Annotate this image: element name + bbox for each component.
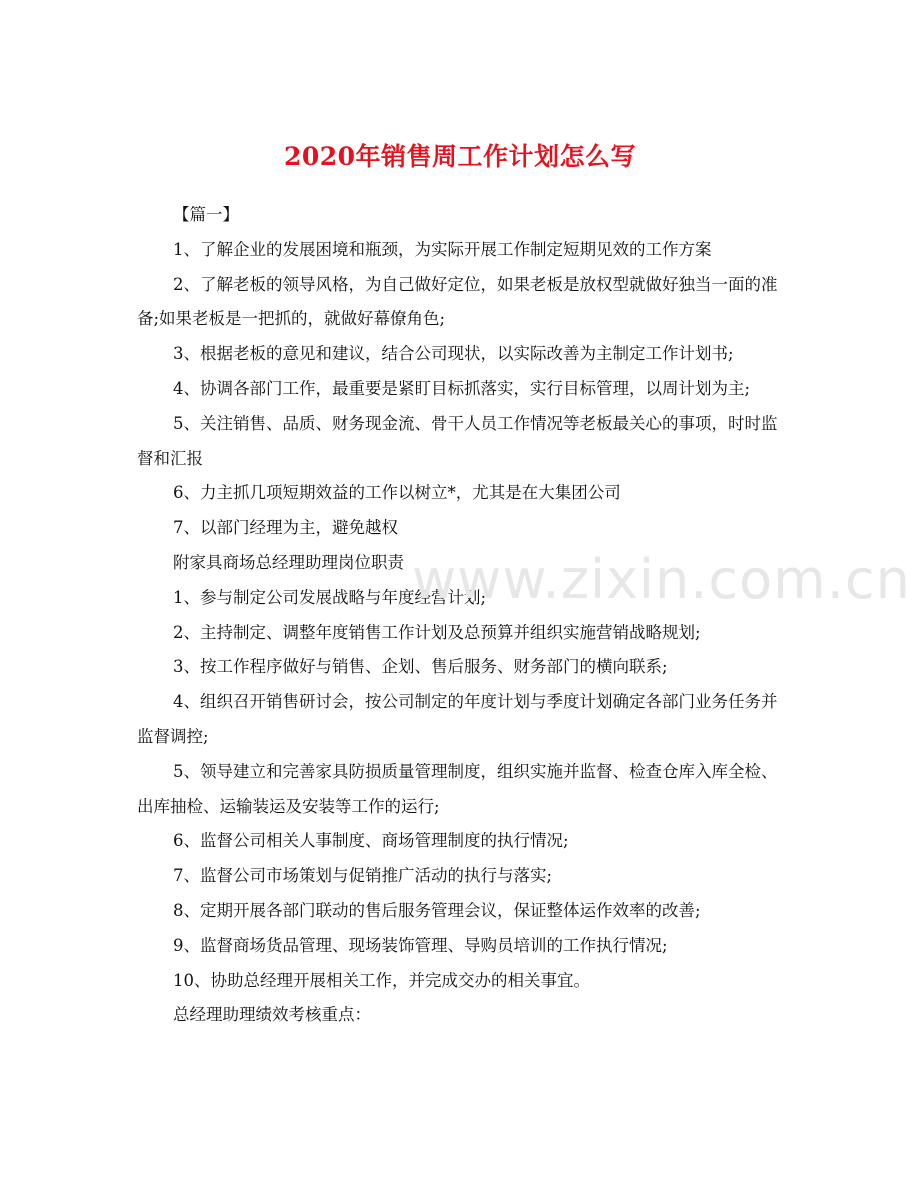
paragraph: 3、按工作程序做好与销售、企划、售后服务、财务部门的横向联系;: [173, 657, 668, 677]
paragraph: 7、以部门经理为主，避免越权: [173, 518, 398, 538]
paragraph: 2、主持制定、调整年度销售工作计划及总预算并组织实施营销战略规划;: [173, 622, 701, 642]
section-heading: 【篇一】: [173, 205, 239, 224]
paragraph: 2、了解老板的领导风格，为自己做好定位，如果老板是放权型就做好独当一面的准备;如果老板是一把抓的，就做好幕僚角色;: [137, 274, 778, 329]
paragraph: 7、监督公司市场策划与促销推广活动的执行与落实;: [173, 866, 553, 886]
document-body: [137, 198, 785, 1033]
paragraph: 3、根据老板的意见和建议，结合公司现状，以实际改善为主制定工作计划书;: [173, 344, 734, 364]
paragraph: 9、监督商场货品管理、现场装饰管理、导购员培训的工作执行情况;: [173, 935, 668, 955]
paragraph: 5、关注销售、品质、财务现金流、骨干人员工作情况等老板最关心的事项，时时监督和汇报: [137, 413, 778, 468]
watermark: www.zixin.com.cn: [412, 548, 911, 611]
paragraph: 1、参与制定公司发展战略与年度经营计划;: [173, 587, 487, 607]
paragraph: 4、协调各部门工作，最重要是紧盯目标抓落实，实行目标管理，以周计划为主;: [173, 378, 751, 398]
paragraph: 8、定期开展各部门联动的售后服务管理会议，保证整体运作效率的改善;: [173, 900, 701, 920]
document-title: 2020年销售周工作计划怎么写: [283, 141, 637, 171]
paragraph: 6、监督公司相关人事制度、商场管理制度的执行情况;: [173, 831, 569, 851]
subsection-heading: 总经理助理绩效考核重点：: [173, 1005, 371, 1025]
paragraph: 4、组织召开销售研讨会，按公司制定的年度计划与季度计划确定各部门业务任务并监督调控;: [137, 692, 778, 746]
paragraph: 5、领导建立和完善家具防损质量管理制度，组织实施并监督、检查仓库入库全检、出库抽检、运输装运及安装等工作的运行;: [137, 761, 778, 816]
paragraph: 1、了解企业的发展困境和瓶颈，为实际开展工作制定短期见效的工作方案: [173, 239, 712, 259]
subsection-heading: 附家具商场总经理助理岗位职责: [173, 552, 404, 572]
paragraph: 10、协助总经理开展相关工作，并完成交办的相关事宜。: [173, 970, 590, 990]
paragraph: 6、力主抓几项短期效益的工作以树立*，尤其是在大集团公司: [173, 483, 621, 503]
